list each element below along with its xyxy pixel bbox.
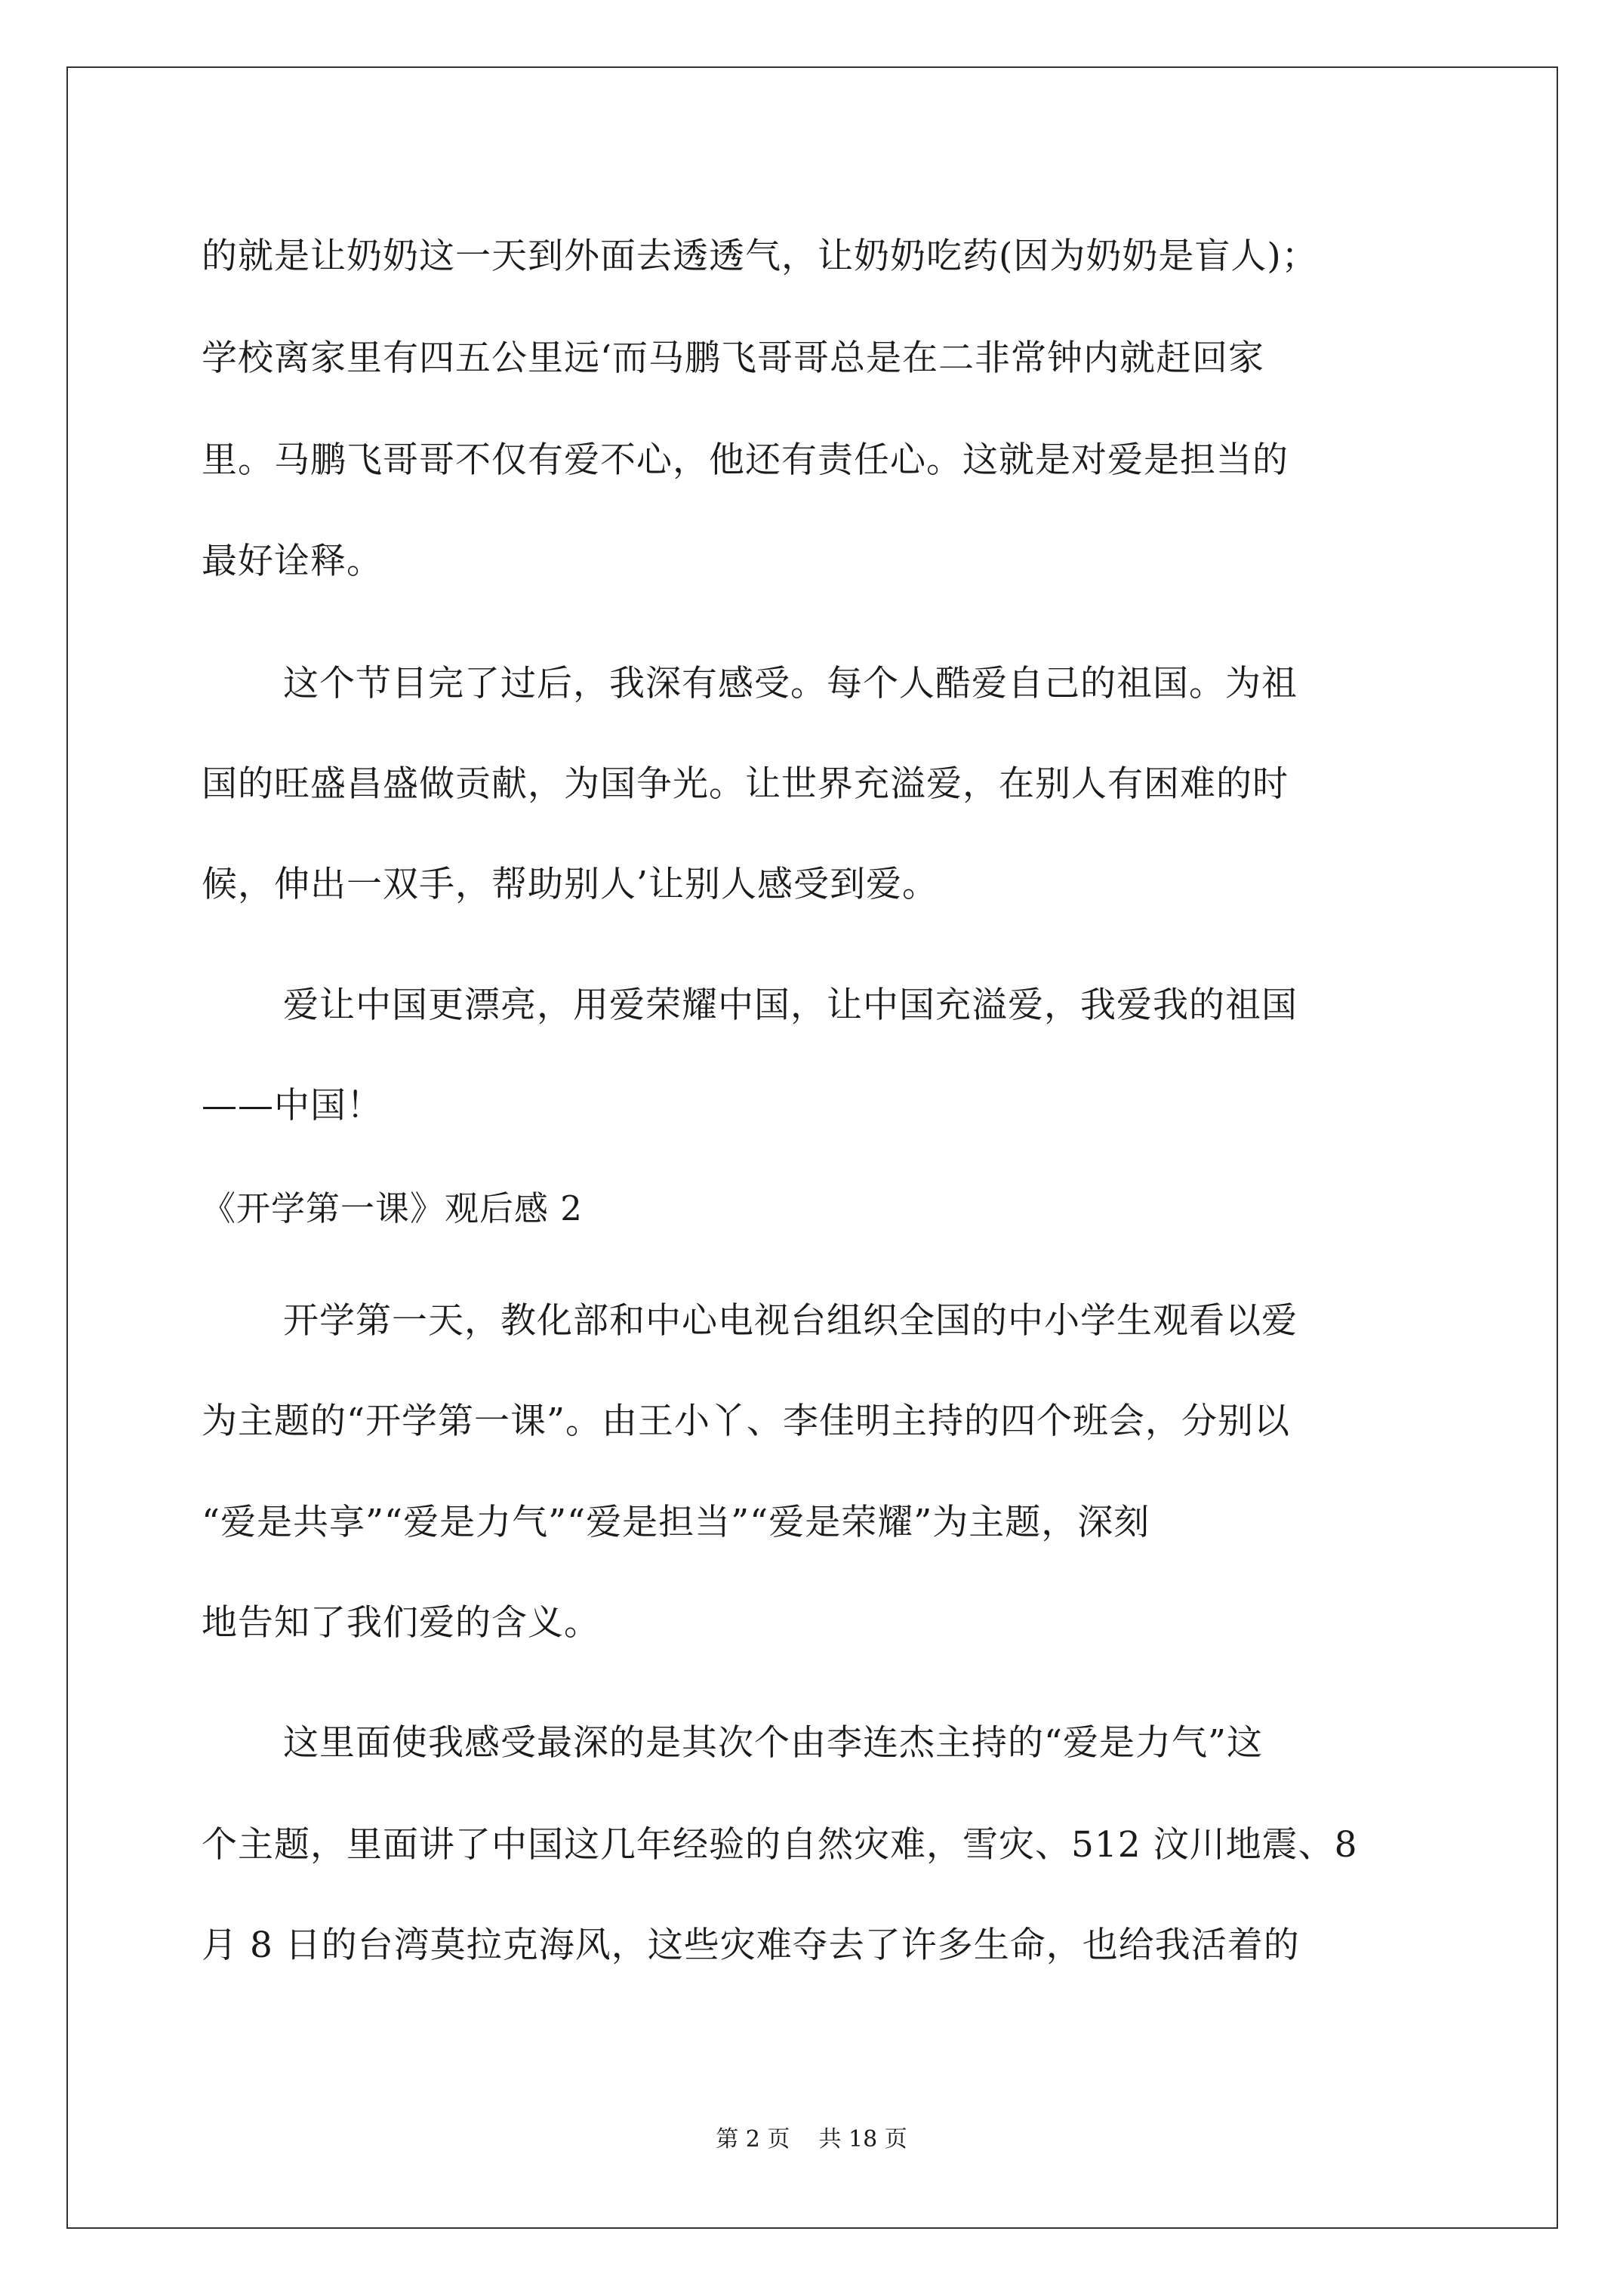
text-line: ——中国！ [202, 1085, 383, 1126]
paragraph-start-line: 这里面使我感受最深的是其次个由李连杰主持的“爱是力气”这 [283, 1722, 1264, 1764]
text-line: 地告知了我们爱的含义。 [202, 1602, 600, 1644]
text-line: 最好诠释。 [202, 541, 383, 582]
text-line: 月 8 日的台湾莫拉克海风，这些灾难夺去了许多生命，也给我活着的 [202, 1925, 1300, 1966]
text-line: 学校离家里有四五公里远‘而马鹏飞哥哥总是在二非常钟内就赶回家 [202, 337, 1264, 379]
text-line: 为主题的“开学第一课”。由王小丫、李佳明主持的四个班会，分别以 [202, 1401, 1291, 1442]
text-line: 的就是让奶奶这一天到外面去透透气，让奶奶吃药(因为奶奶是盲人)； [202, 236, 1318, 277]
page-number: 第 2 页 共 18 页 [716, 2126, 907, 2153]
section-title: 《开学第一课》观后感 2 [202, 1188, 583, 1228]
text-line: 国的旺盛昌盛做贡献，为国争光。让世界充溢爱，在别人有困难的时 [202, 763, 1289, 805]
paragraph-start-line: 爱让中国更漂亮，用爱荣耀中国，让中国充溢爱，我爱我的祖国 [283, 985, 1298, 1026]
paragraph-start-line: 开学第一天，教化部和中心电视台组织全国的中小学生观看以爱 [283, 1300, 1298, 1342]
text-line: “爱是共享”“爱是力气”“爱是担当”“爱是荣耀”为主题，深刻 [202, 1502, 1150, 1543]
text-line: 里。马鹏飞哥哥不仅有爱不心，他还有责任心。这就是对爱是担当的 [202, 439, 1289, 481]
page-border [66, 66, 1558, 2229]
paragraph-start-line: 这个节目完了过后，我深有感受。每个人酷爱自己的祖国。为祖 [283, 663, 1298, 704]
text-line: 候，伸出一双手，帮助别人’让别人感受到爱。 [202, 864, 938, 905]
text-line: 个主题，里面讲了中国这几年经验的自然灾难，雪灾、512 汶川地震、8 [202, 1824, 1358, 1866]
